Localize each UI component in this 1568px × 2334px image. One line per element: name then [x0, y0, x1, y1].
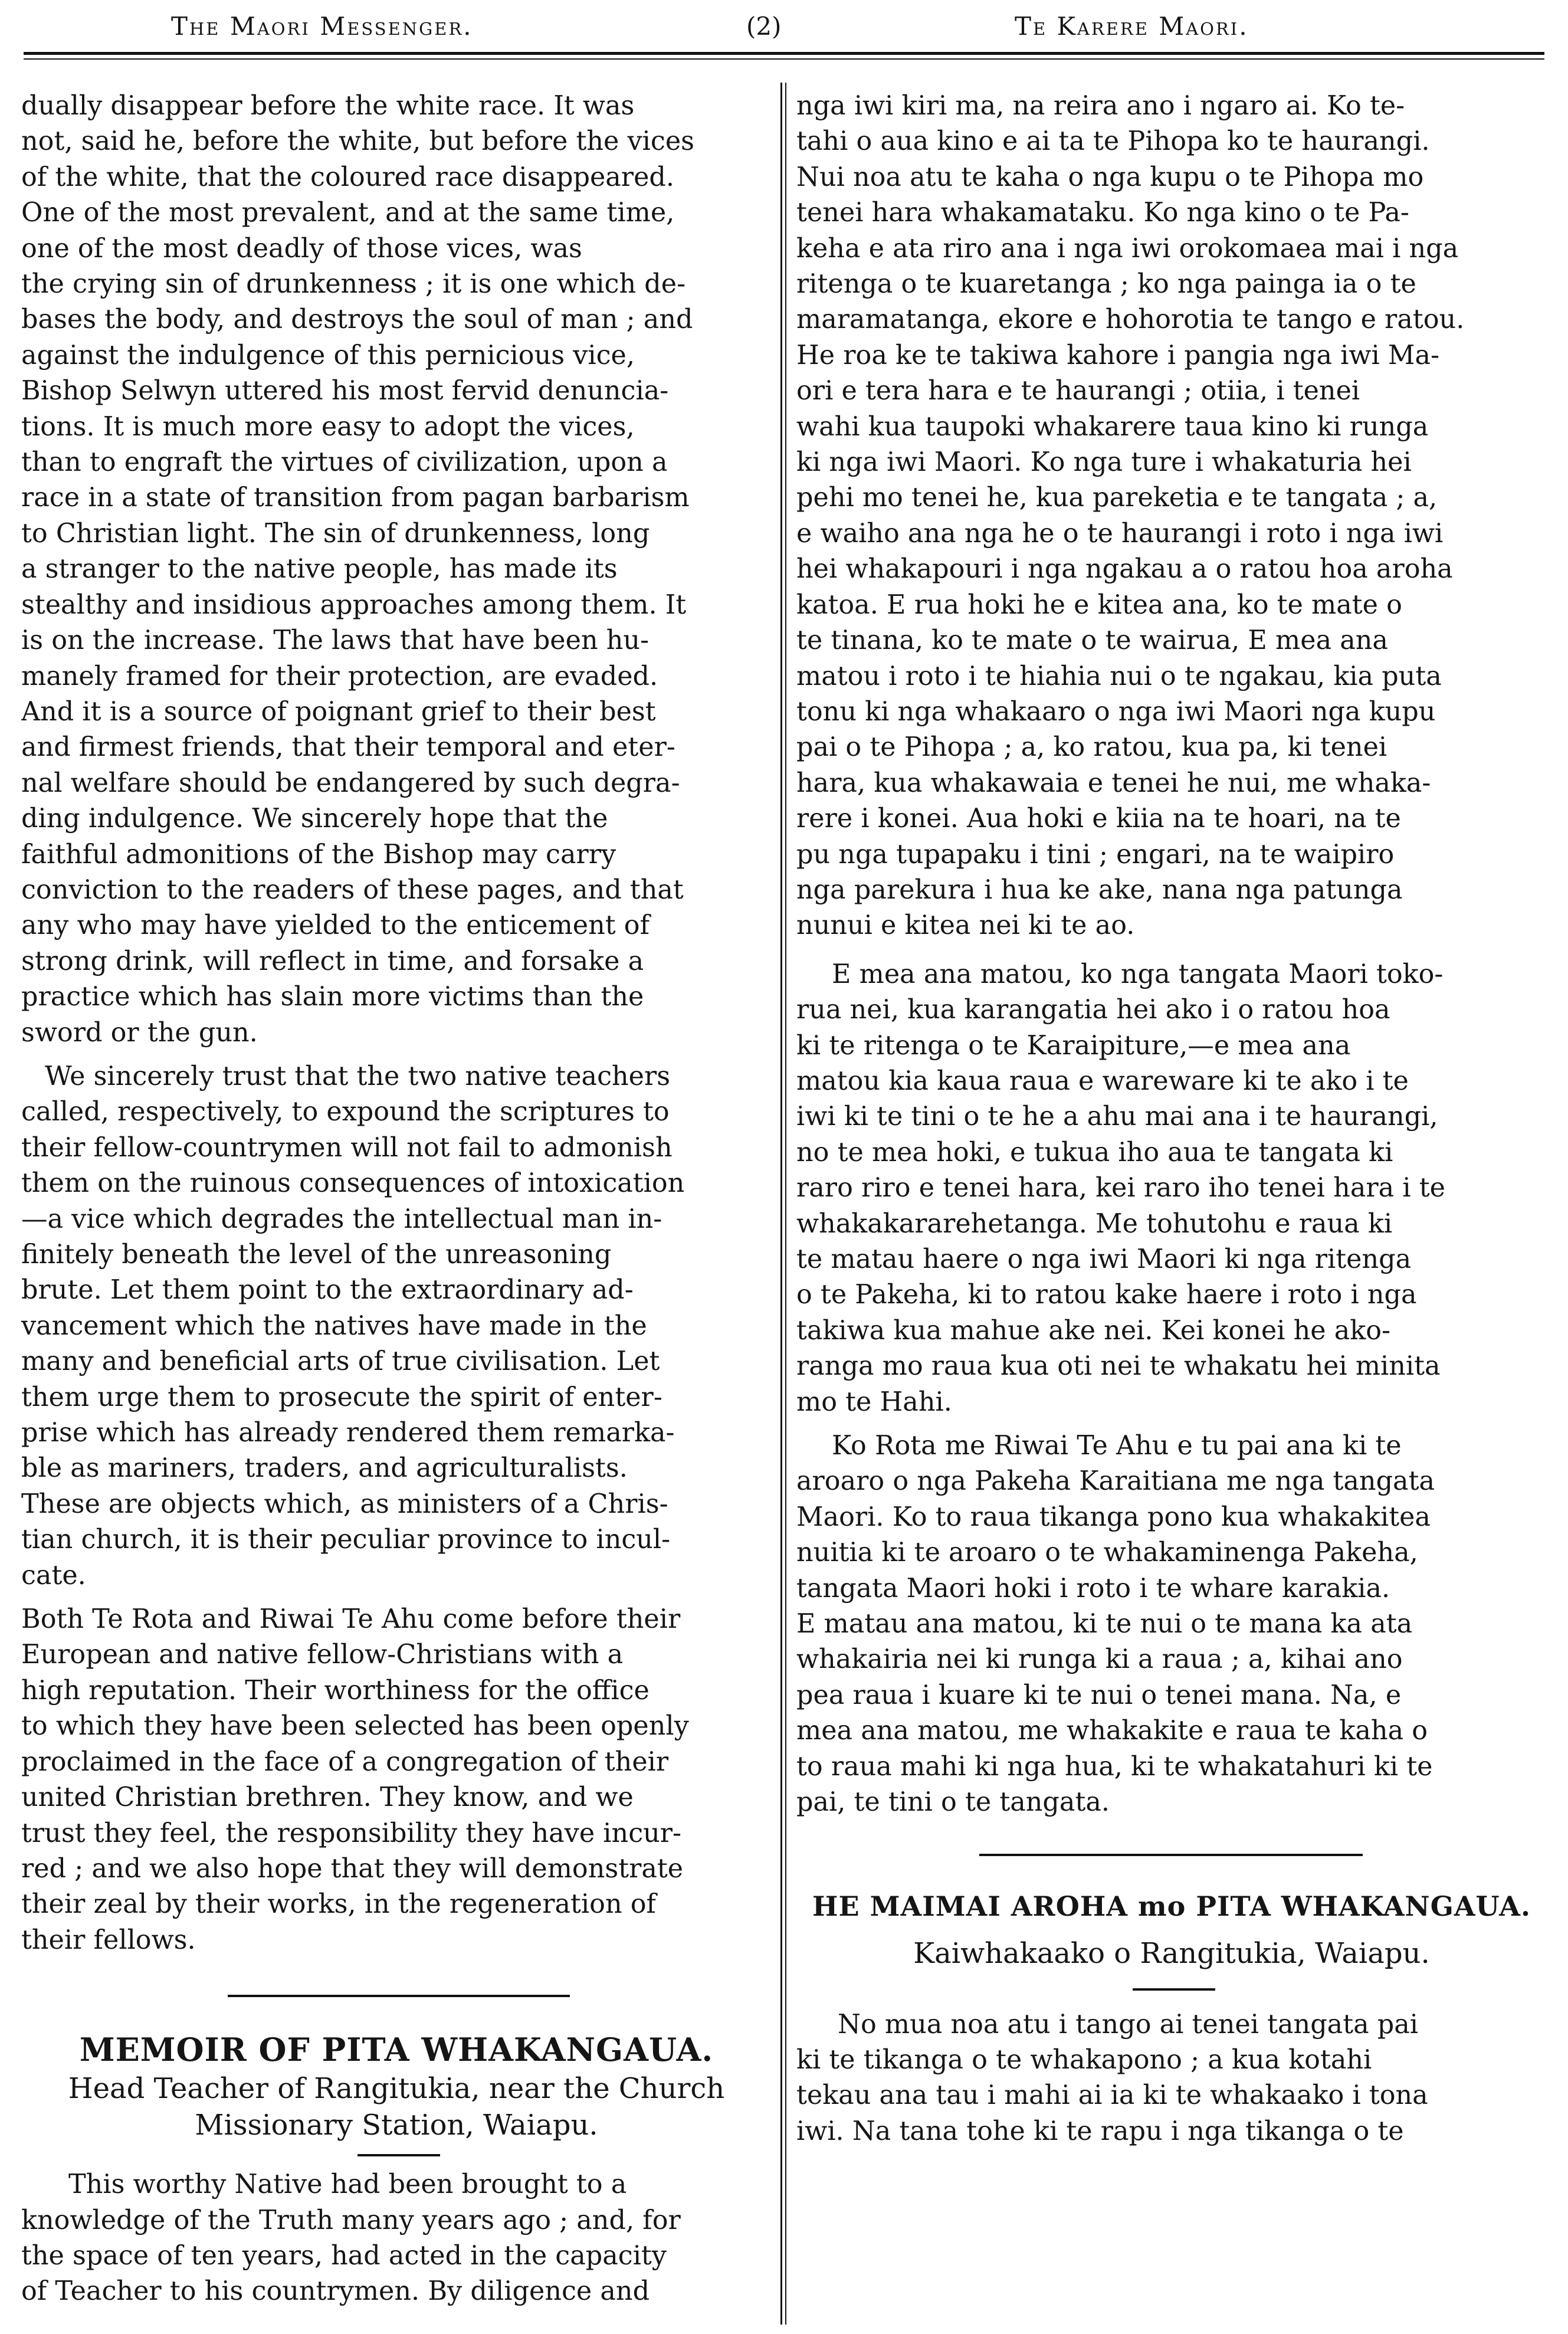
- text-line: trust they feel, the responsibility they have incur-: [21, 1818, 682, 1848]
- text-line: them urge them to prosecute the spirit of enter-: [21, 1382, 662, 1412]
- text-line: hei whakapouri i nga ngakau a o ratou hoa aroha: [796, 554, 1453, 585]
- text-line: Ko Rota me Riwai Te Ahu e tu pai ana ki te: [832, 1431, 1402, 1461]
- text-line: ki nga iwi Maori. Ko nga ture i whakaturia hei: [796, 447, 1412, 478]
- memoir-heading-maori: HE MAIMAI AROHA mo PITA WHAKANGAUA.: [812, 1890, 1531, 1922]
- text-line: ki te tikanga o te whakapono ; a kua kotahi: [796, 2044, 1372, 2075]
- english-column: [21, 88, 772, 2310]
- memoir-heading: MEMOIR OF PITA WHAKANGAUA.: [79, 2031, 714, 2069]
- text-line: tahi o aua kino e ai ta te Pihopa ko te haurangi.: [796, 126, 1430, 157]
- text-line: the crying sin of drunkenness ; it is one which de-: [21, 269, 686, 300]
- text-line: Missionary Station, Waiapu.: [195, 2109, 598, 2142]
- text-line: pea raua i kuare ki te nui o tenei mana. Na, e: [796, 1680, 1402, 1710]
- text-line: o te Pakeha, ki to ratou kake haere i roto i nga: [796, 1280, 1417, 1310]
- text-line: We sincerely trust that the two native teachers: [45, 1061, 671, 1091]
- text-line: One of the most prevalent, and at the same time,: [21, 198, 675, 228]
- english-paragraph: [21, 1602, 772, 1958]
- text-line: of Teacher to his countrymen. By diligence and: [21, 2276, 650, 2307]
- text-line: strong drink, will reflect in time, and forsake a: [21, 946, 644, 976]
- column-divider: [780, 83, 782, 2325]
- text-line: proclaimed in the face of a congregation of their: [21, 1746, 669, 1777]
- text-line: No mua noa atu i tango ai tenei tangata pai: [838, 2009, 1419, 2040]
- section-ornament: [21, 1958, 772, 2029]
- text-line: united Christian brethren. They know, and we: [21, 1782, 634, 1813]
- text-line: against the indulgence of this pernicious vice,: [21, 340, 635, 371]
- text-line: any who may have yielded to the enticement of: [21, 910, 650, 941]
- column-divider: [785, 83, 786, 2325]
- text-line: maramatanga, ekore e hohorotia te tango e ratou.: [796, 304, 1465, 335]
- text-line: conviction to the readers of these pages, and that: [21, 874, 684, 905]
- text-line: ding indulgence. We sincerely hope that the: [21, 804, 608, 834]
- text-line: nga iwi kiri ma, na reira ano i ngaro ai. Ko te-: [796, 91, 1405, 121]
- text-line: ble as mariners, traders, and agriculturalists.: [21, 1453, 628, 1484]
- text-line: te tinana, ko te mate o te wairua, E mea ana: [796, 625, 1388, 656]
- text-line: pai, te tini o te tangata.: [796, 1787, 1110, 1818]
- text-line: a stranger to the native people, has made its: [21, 554, 618, 585]
- text-line: finitely beneath the level of the unreasoning: [21, 1240, 612, 1270]
- maori-paragraph: [796, 88, 1547, 944]
- maori-paragraph: [796, 957, 1547, 1420]
- text-line: keha e ata riro ana i nga iwi orokomaea mai i nga: [796, 233, 1459, 264]
- text-line: the space of ten years, had acted in the capacity: [21, 2240, 667, 2271]
- text-line: tian church, it is their peculiar province to incul-: [21, 1525, 671, 1555]
- text-line: hara, kua whakawaia e tenei he nui, me whaka-: [796, 768, 1431, 798]
- text-line: mea ana matou, me whakakite e raua te kaha o: [796, 1716, 1428, 1746]
- text-line: them on the ruinous consequences of intoxication: [21, 1168, 685, 1199]
- page-number: (2): [746, 12, 782, 41]
- section-ornament: [21, 2143, 772, 2167]
- section-ornament: [796, 1972, 1547, 2007]
- text-line: brute. Let them point to the extraordinary ad-: [21, 1275, 634, 1306]
- text-line: tekau ana tau i mahi ai ia ki te whakaako i tona: [796, 2080, 1428, 2111]
- text-line: many and beneficial arts of true civilisation. Let: [21, 1346, 660, 1377]
- text-line: e waiho ana nga he o te haurangi i roto i nga iwi: [796, 518, 1444, 549]
- text-line: red ; and we also hope that they will demonstrate: [21, 1853, 684, 1884]
- text-line: nga parekura i hua ke ake, nana nga patunga: [796, 874, 1403, 905]
- text-line: and firmest friends, that their temporal and eter-: [21, 732, 675, 763]
- text-line: bases the body, and destroys the soul of man ; and: [21, 304, 693, 335]
- text-line: vancement which the natives have made in the: [21, 1310, 647, 1341]
- text-line: to Christian light. The sin of drunkenness, long: [21, 518, 650, 549]
- text-line: Bishop Selwyn uttered his most fervid denuncia-: [21, 376, 669, 407]
- text-line: rere i konei. Aua hoki e kiia na te hoari, na te: [796, 804, 1401, 834]
- text-line: —a vice which degrades the intellectual man in-: [21, 1204, 662, 1234]
- text-line: Maori. Ko to raua tikanga pono kua whakakitea: [796, 1502, 1431, 1532]
- text-line: He roa ke te takiwa kahore i pangia nga iwi Ma-: [796, 340, 1440, 371]
- text-line: nunui e kitea nei ki te ao.: [796, 910, 1135, 941]
- text-line: whakakararehetanga. Me tohutohu e raua ki: [796, 1208, 1393, 1239]
- text-line: mo te Hahi.: [796, 1386, 952, 1417]
- text-line: iwi. Na tana tohe ki te rapu i nga tikanga o te: [796, 2116, 1404, 2146]
- text-line: no te mea hoki, e tukua iho aua te tangata ki: [796, 1137, 1393, 1168]
- maori-paragraph: [796, 1428, 1547, 1820]
- text-line: aroaro o nga Pakeha Karaitiana me nga tangata: [796, 1466, 1435, 1497]
- text-line: pehi mo tenei he, kua pareketia e te tangata ; a,: [796, 483, 1438, 513]
- text-line: E matau ana matou, ki te nui o te mana ka ata: [796, 1609, 1413, 1640]
- memoir-subheading: [21, 2070, 772, 2143]
- text-line: race in a state of transition from pagan barbarism: [21, 483, 690, 513]
- text-line: dually disappear before the white race. It was: [21, 91, 635, 121]
- text-line: knowledge of the Truth many years ago ; and, for: [21, 2205, 681, 2235]
- header-rule-thick: [24, 52, 1544, 55]
- text-line: their fellow-countrymen will not fail to admonish: [21, 1132, 673, 1163]
- text-line: called, respectively, to expound the scriptures to: [21, 1097, 670, 1127]
- text-line: high reputation. Their worthiness for the office: [21, 1675, 649, 1706]
- text-line: Nui noa atu te kaha o nga kupu o te Pihopa mo: [796, 162, 1424, 192]
- section-ornament: [796, 1821, 1547, 1886]
- text-line: to which they have been selected has been openly: [21, 1711, 689, 1742]
- text-line: raro riro e tenei hara, kei raro iho tenei hara i te: [796, 1173, 1445, 1204]
- text-line: katoa. E rua hoki he e kitea ana, ko te mate o: [796, 589, 1402, 620]
- text-line: Both Te Rota and Riwai Te Ahu come before their: [21, 1604, 681, 1635]
- text-line: their zeal by their works, in the regeneration of: [21, 1889, 657, 1920]
- text-line: rua nei, kua karangatia hei ako i o ratou hoa: [796, 995, 1390, 1025]
- text-line: ritenga o te kuaretanga ; ko nga painga ia o te: [796, 269, 1416, 300]
- text-line: matou i roto i te hiahia nui o te ngakau, kia puta: [796, 661, 1442, 691]
- text-line: ranga mo raua kua oti nei te whakatu hei minita: [796, 1351, 1441, 1382]
- maori-paragraph: [796, 2007, 1547, 2150]
- text-line: ki te ritenga o te Karaipiture,—e mea ana: [796, 1030, 1351, 1061]
- header-rule-thin: [24, 58, 1544, 60]
- text-line: manely framed for their protection, are evaded.: [21, 661, 658, 691]
- text-line: takiwa kua mahue ake nei. Kei konei he ako-: [796, 1315, 1391, 1346]
- text-line: ori e tera hara e te haurangi ; otiia, i tenei: [796, 376, 1360, 407]
- text-line: of the white, that the coloured race disappeared.: [21, 162, 675, 192]
- text-line: wahi kua taupoki whakarere taua kino ki runga: [796, 411, 1429, 442]
- text-line: sword or the gun.: [21, 1017, 258, 1048]
- text-line: nuitia ki te aroaro o te whakaminenga Pakeha,: [796, 1538, 1418, 1568]
- text-line: iwi ki te tini o te he a ahu mai ana i te haurangi,: [796, 1102, 1438, 1132]
- text-line: tenei hara whakamataku. Ko nga kino o te Pa-: [796, 198, 1409, 228]
- maori-column: [796, 88, 1547, 2149]
- text-line: not, said he, before the white, but before the vices: [21, 126, 694, 157]
- text-line: Head Teacher of Rangitukia, near the Church: [68, 2072, 725, 2106]
- english-paragraph: [21, 2167, 772, 2310]
- text-line: one of the most deadly of those vices, was: [21, 233, 582, 264]
- text-line: This worthy Native had been brought to a: [68, 2169, 627, 2200]
- text-line: their fellows.: [21, 1925, 196, 1955]
- text-line: matou kia kaua raua e wareware ki te ako i te: [796, 1066, 1409, 1096]
- text-line: stealthy and insidious approaches among them. It: [21, 589, 687, 620]
- text-line: These are objects which, as ministers of a Chris-: [21, 1489, 668, 1519]
- memoir-subheading-maori: Kaiwhakaako o Rangitukia, Waiapu.: [913, 1936, 1430, 1970]
- text-line: than to engraft the virtues of civilization, upon a: [21, 447, 668, 478]
- header-maori-title: Te Karere Maori.: [1015, 12, 1249, 41]
- text-line: te matau haere o nga iwi Maori ki nga ritenga: [796, 1244, 1412, 1274]
- text-line: E mea ana matou, ko nga tangata Maori toko-: [832, 959, 1444, 989]
- english-paragraph: [21, 88, 772, 1051]
- text-line: tions. It is much more easy to adopt the vices,: [21, 411, 635, 442]
- text-line: European and native fellow-Christians with a: [21, 1640, 624, 1670]
- text-line: pai o te Pihopa ; a, ko ratou, kua pa, ki tenei: [796, 732, 1387, 763]
- text-line: is on the increase. The laws that have been hu-: [21, 625, 649, 656]
- text-line: cate.: [21, 1560, 86, 1591]
- text-line: faithful admonitions of the Bishop may carry: [21, 839, 616, 870]
- text-line: tonu ki nga whakaaro o nga iwi Maori nga kupu: [796, 696, 1436, 727]
- text-line: whakairia nei ki runga ki a raua ; a, kihai ano: [796, 1644, 1403, 1675]
- text-line: tangata Maori hoki i roto i te whare karakia.: [796, 1573, 1390, 1604]
- text-line: to raua mahi ki nga hua, ki te whakatahuri ki te: [796, 1751, 1433, 1782]
- text-line: nal welfare should be endangered by such degra-: [21, 768, 680, 798]
- text-line: And it is a source of poignant grief to their best: [21, 696, 656, 727]
- text-line: prise which has already rendered them remarka-: [21, 1418, 675, 1448]
- text-line: pu nga tupapaku i tini ; engari, na te waipiro: [796, 839, 1395, 870]
- header-english-title: The Maori Messenger.: [171, 12, 473, 41]
- text-line: practice which has slain more victims than the: [21, 982, 644, 1012]
- english-paragraph: [21, 1059, 772, 1594]
